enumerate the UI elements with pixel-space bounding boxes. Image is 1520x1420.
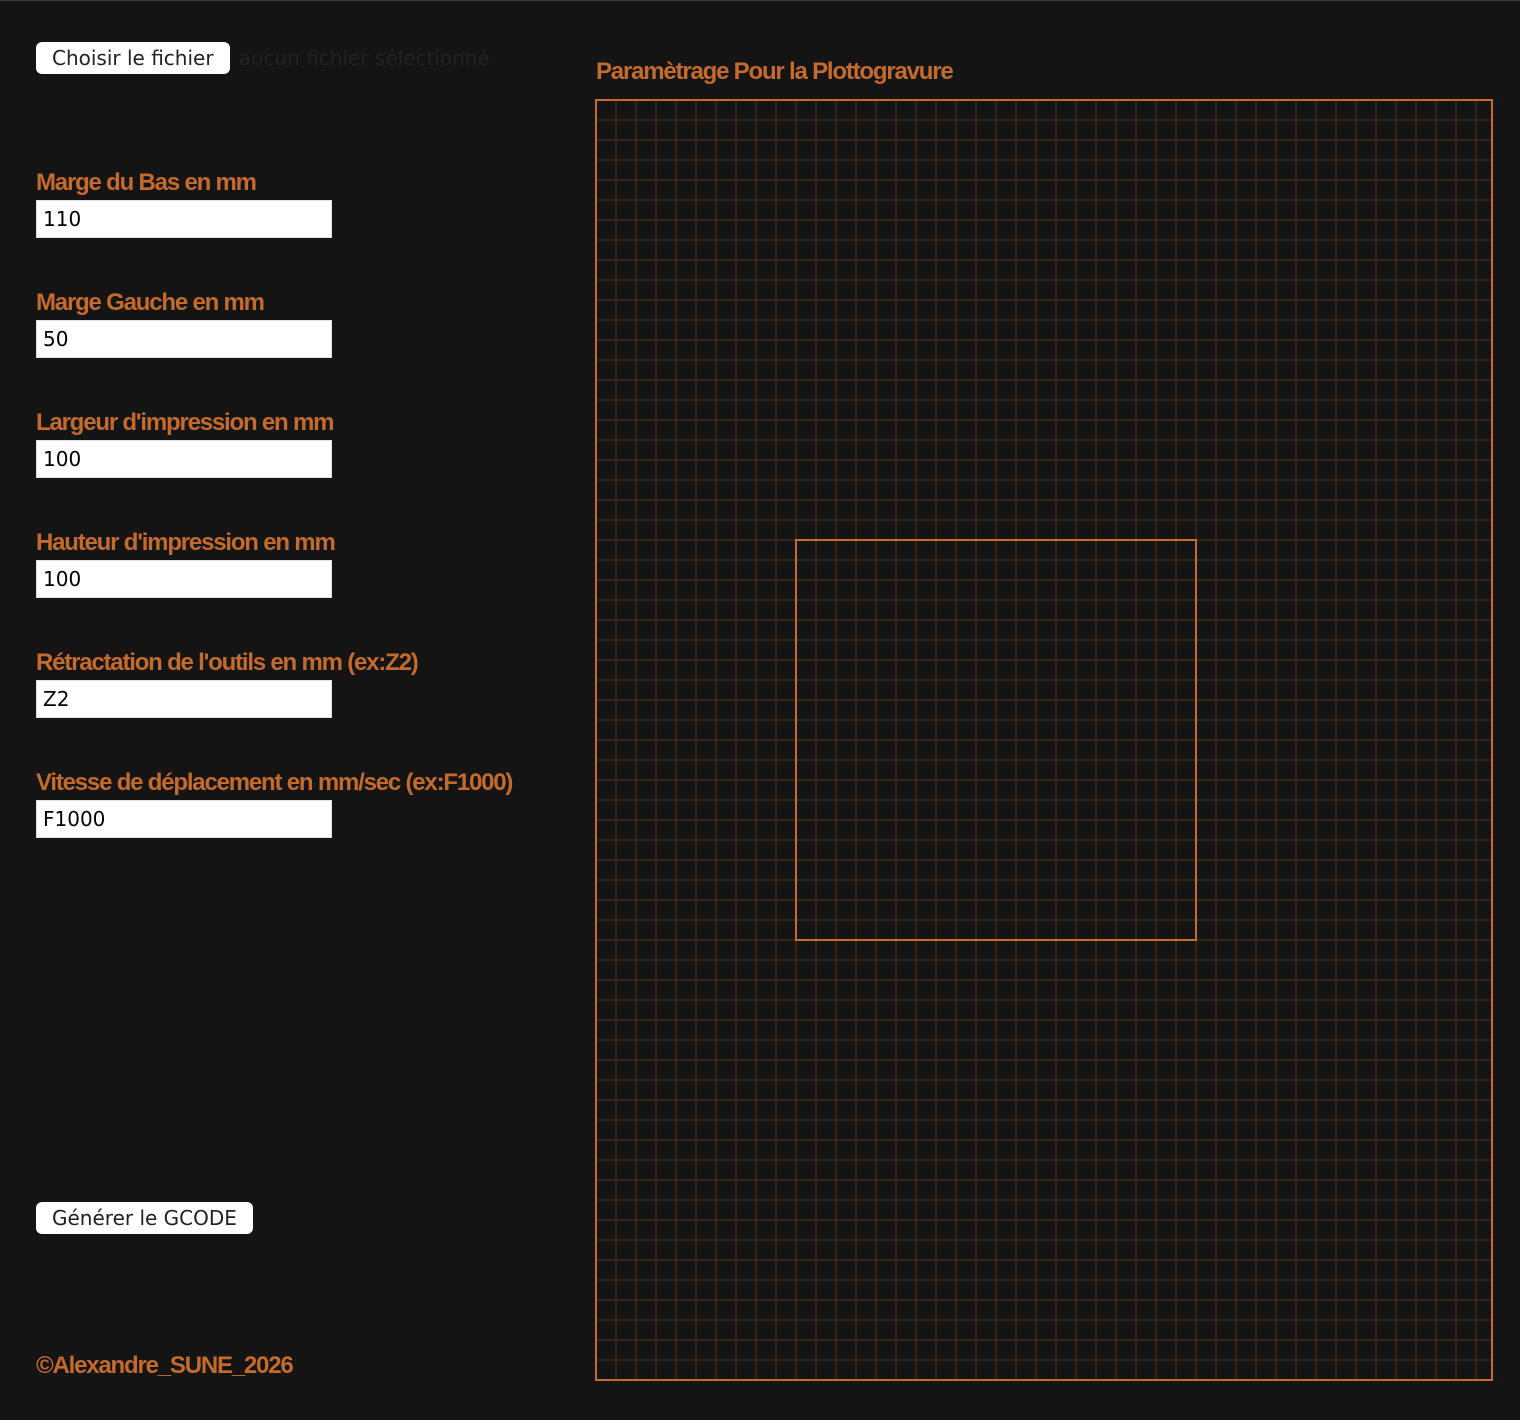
field-label: Hauteur d'impression en mm (36, 529, 335, 556)
plot-canvas[interactable] (595, 99, 1493, 1381)
file-picker (36, 42, 490, 74)
settings-form (36, 168, 566, 888)
field-label: Largeur d'impression en mm (36, 409, 334, 436)
left-margin-input[interactable] (36, 320, 332, 358)
field-label: Rétractation de l'outils en mm (ex:Z2) (36, 649, 418, 676)
plot-svg (595, 99, 1493, 1381)
field-feed-rate (36, 768, 566, 888)
field-print-width (36, 408, 566, 528)
copyright-footer: ©Alexandre_SUNE_2026 (36, 1352, 293, 1379)
canvas-title: Paramètrage Pour la Plottogravure (596, 58, 953, 85)
field-label: Marge du Bas en mm (36, 169, 256, 196)
choose-file-button[interactable]: Choisir le fichier (36, 42, 230, 74)
field-left-margin (36, 288, 566, 408)
print-width-input[interactable] (36, 440, 332, 478)
tool-retraction-input[interactable] (36, 680, 332, 718)
field-label: Marge Gauche en mm (36, 289, 264, 316)
print-height-input[interactable] (36, 560, 332, 598)
generate-gcode-button[interactable]: Générer le GCODE (36, 1202, 253, 1234)
bottom-margin-input[interactable] (36, 200, 332, 238)
file-status-text: aucun fichier sélectionné (238, 46, 490, 70)
field-bottom-margin (36, 168, 566, 288)
field-tool-retraction (36, 648, 566, 768)
field-print-height (36, 528, 566, 648)
top-divider (0, 0, 1520, 1)
field-label: Vitesse de déplacement en mm/sec (ex:F1000) (36, 769, 513, 796)
feed-rate-input[interactable] (36, 800, 332, 838)
